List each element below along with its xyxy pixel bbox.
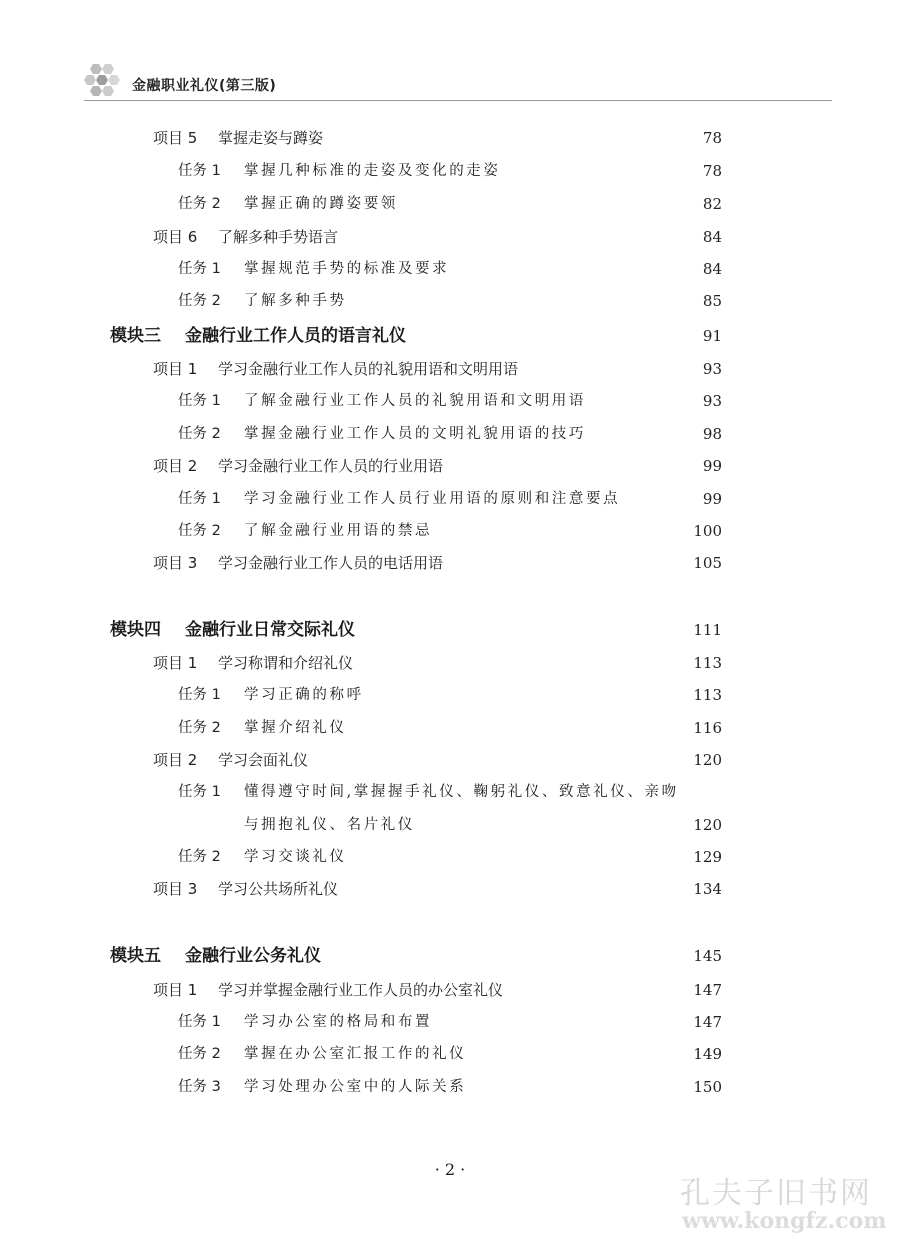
toc-entry-title: 掌握规范手势的标准及要求 xyxy=(244,261,450,277)
toc-entry-task xyxy=(178,1008,722,1036)
header-rule xyxy=(84,100,832,101)
toc-entry-page: 145 xyxy=(693,947,722,965)
toc-entry-title: 掌握几种标准的走姿及变化的走姿 xyxy=(244,163,501,179)
toc-entry-title: 学习处理办公室中的人际关系 xyxy=(244,1079,467,1095)
toc-entry-title: 了解金融行业用语的禁忌 xyxy=(244,523,433,539)
toc-entry-page: 147 xyxy=(693,1013,722,1031)
toc-entry-project xyxy=(153,549,722,577)
toc-entry-project xyxy=(153,223,722,251)
toc-entry-page: 78 xyxy=(702,162,722,180)
toc-entry-task xyxy=(178,681,722,709)
toc-entry-task xyxy=(178,485,722,513)
toc-entry-page: 129 xyxy=(693,848,722,866)
toc-entry-project xyxy=(153,746,722,774)
toc-entry-task xyxy=(178,843,722,871)
toc-entry-page: 84 xyxy=(702,260,722,278)
toc-entry-title: 懂得遵守时间,掌握握手礼仪、鞠躬礼仪、致意礼仪、亲吻 xyxy=(244,784,679,800)
toc-entry-title: 学习金融行业工作人员的电话用语 xyxy=(218,554,444,572)
toc-entry-label: 任务 1 xyxy=(178,491,221,507)
toc-entry-project xyxy=(153,355,722,383)
toc-entry-label: 项目 2 xyxy=(153,457,198,475)
toc-entry-label: 任务 2 xyxy=(178,293,221,309)
toc-entry-title: 与拥抱礼仪、名片礼仪 xyxy=(244,817,415,833)
toc-entry-title: 掌握在办公室汇报工作的礼仪 xyxy=(244,1046,467,1062)
watermark-url: www.kongfz.com xyxy=(682,1208,887,1234)
toc-entry-task xyxy=(178,1040,722,1068)
toc-entry-project xyxy=(153,452,722,480)
toc-entry-title: 学习会面礼仪 xyxy=(218,751,309,769)
toc-entry-title: 掌握介绍礼仪 xyxy=(244,720,347,736)
toc-entry-title: 学习正确的称呼 xyxy=(244,687,364,703)
toc-entry-page: 113 xyxy=(693,654,722,672)
toc-entry-page: 105 xyxy=(693,554,722,572)
toc-entry-page: 82 xyxy=(702,195,722,213)
toc-entry-label: 任务 2 xyxy=(178,720,221,736)
toc-entry-title: 了解多种手势语言 xyxy=(218,228,339,246)
toc-entry-task xyxy=(178,778,722,806)
toc-entry-page: 84 xyxy=(702,228,722,246)
toc-entry-task xyxy=(178,190,722,218)
toc-entry-task xyxy=(178,387,722,415)
toc-entry-task xyxy=(178,811,722,839)
toc-entry-label: 任务 1 xyxy=(178,261,221,277)
toc-entry-page: 91 xyxy=(702,327,722,345)
toc-entry-module xyxy=(110,616,722,644)
toc-entry-label: 模块四 xyxy=(110,620,161,640)
toc-entry-task xyxy=(178,517,722,545)
toc-entry-label: 项目 6 xyxy=(153,228,198,246)
toc-entry-page: 120 xyxy=(693,816,722,834)
toc-entry-label: 项目 3 xyxy=(153,880,198,898)
toc-entry-label: 项目 1 xyxy=(153,360,198,378)
toc-entry-label: 任务 2 xyxy=(178,523,221,539)
toc-entry-title: 学习办公室的格局和布置 xyxy=(244,1014,433,1030)
toc-entry-page: 85 xyxy=(702,292,722,310)
toc-entry-page: 99 xyxy=(702,490,722,508)
toc-entry-project xyxy=(153,976,722,1004)
toc-entry-label: 项目 1 xyxy=(153,981,198,999)
toc-entry-label: 模块五 xyxy=(110,946,161,966)
toc-entry-label: 项目 5 xyxy=(153,129,198,147)
book-title: 金融职业礼仪(第三版) xyxy=(132,78,277,94)
toc-entry-title: 了解金融行业工作人员的礼貌用语和文明用语 xyxy=(244,393,586,409)
toc-entry-title: 掌握金融行业工作人员的文明礼貌用语的技巧 xyxy=(244,426,586,442)
toc-entry-title: 学习并掌握金融行业工作人员的办公室礼仪 xyxy=(218,981,504,999)
toc-entry-page: 93 xyxy=(702,392,722,410)
toc-entry-label: 任务 2 xyxy=(178,426,221,442)
toc-entry-title: 掌握走姿与蹲姿 xyxy=(218,129,324,147)
hexagon-cluster-logo xyxy=(84,62,128,100)
toc-entry-project xyxy=(153,875,722,903)
toc-entry-label: 任务 1 xyxy=(178,393,221,409)
toc-entry-title: 金融行业工作人员的语言礼仪 xyxy=(185,326,406,346)
toc-entry-label: 任务 2 xyxy=(178,849,221,865)
toc-entry-title: 学习交谈礼仪 xyxy=(244,849,347,865)
toc-entry-label: 任务 1 xyxy=(178,163,221,179)
toc-entry-label: 项目 2 xyxy=(153,751,198,769)
page-number: · 2 · xyxy=(434,1160,466,1179)
toc-entry-module xyxy=(110,322,722,350)
toc-entry-page: 134 xyxy=(693,880,722,898)
toc-entry-page: 116 xyxy=(693,719,722,737)
toc-entry-title: 了解多种手势 xyxy=(244,293,347,309)
toc-entry-label: 模块三 xyxy=(110,326,161,346)
toc-entry-label: 任务 3 xyxy=(178,1079,221,1095)
toc-entry-title: 金融行业公务礼仪 xyxy=(185,946,321,966)
toc-entry-page: 113 xyxy=(693,686,722,704)
toc-entry-page: 147 xyxy=(693,981,722,999)
toc-entry-task xyxy=(178,1073,722,1101)
toc-entry-label: 任务 1 xyxy=(178,1014,221,1030)
toc-entry-title: 学习公共场所礼仪 xyxy=(218,880,339,898)
toc-entry-label: 项目 1 xyxy=(153,654,198,672)
toc-entry-task xyxy=(178,714,722,742)
toc-entry-title: 学习金融行业工作人员的礼貌用语和文明用语 xyxy=(218,360,519,378)
toc-entry-task xyxy=(178,157,722,185)
toc-entry-page: 93 xyxy=(702,360,722,378)
toc-entry-label: 任务 1 xyxy=(178,687,221,703)
toc-entry-title: 学习称谓和介绍礼仪 xyxy=(218,654,354,672)
toc-entry-page: 120 xyxy=(693,751,722,769)
toc-entry-title: 学习金融行业工作人员的行业用语 xyxy=(218,457,444,475)
toc-entry-page: 149 xyxy=(693,1045,722,1063)
toc-entry-title: 学习金融行业工作人员行业用语的原则和注意要点 xyxy=(244,491,621,507)
toc-entry-title: 金融行业日常交际礼仪 xyxy=(185,620,355,640)
toc-entry-page: 150 xyxy=(693,1078,722,1096)
toc-entry-project xyxy=(153,124,722,152)
toc-entry-label: 项目 3 xyxy=(153,554,198,572)
toc-entry-page: 98 xyxy=(702,425,722,443)
toc-entry-task xyxy=(178,255,722,283)
toc-entry-module xyxy=(110,942,722,970)
toc-entry-page: 99 xyxy=(702,457,722,475)
toc-entry-label: 任务 1 xyxy=(178,784,221,800)
toc-entry-page: 78 xyxy=(702,129,722,147)
running-header xyxy=(84,62,834,102)
toc-entry-page: 100 xyxy=(693,522,722,540)
toc-entry-task xyxy=(178,420,722,448)
toc-entry-page: 111 xyxy=(693,621,722,639)
toc-entry-task xyxy=(178,287,722,315)
toc-entry-label: 任务 2 xyxy=(178,196,221,212)
toc-entry-label: 任务 2 xyxy=(178,1046,221,1062)
toc-entry-project xyxy=(153,649,722,677)
toc-entry-title: 掌握正确的蹲姿要领 xyxy=(244,196,398,212)
watermark-text: 孔夫子旧书网 xyxy=(680,1176,872,1211)
